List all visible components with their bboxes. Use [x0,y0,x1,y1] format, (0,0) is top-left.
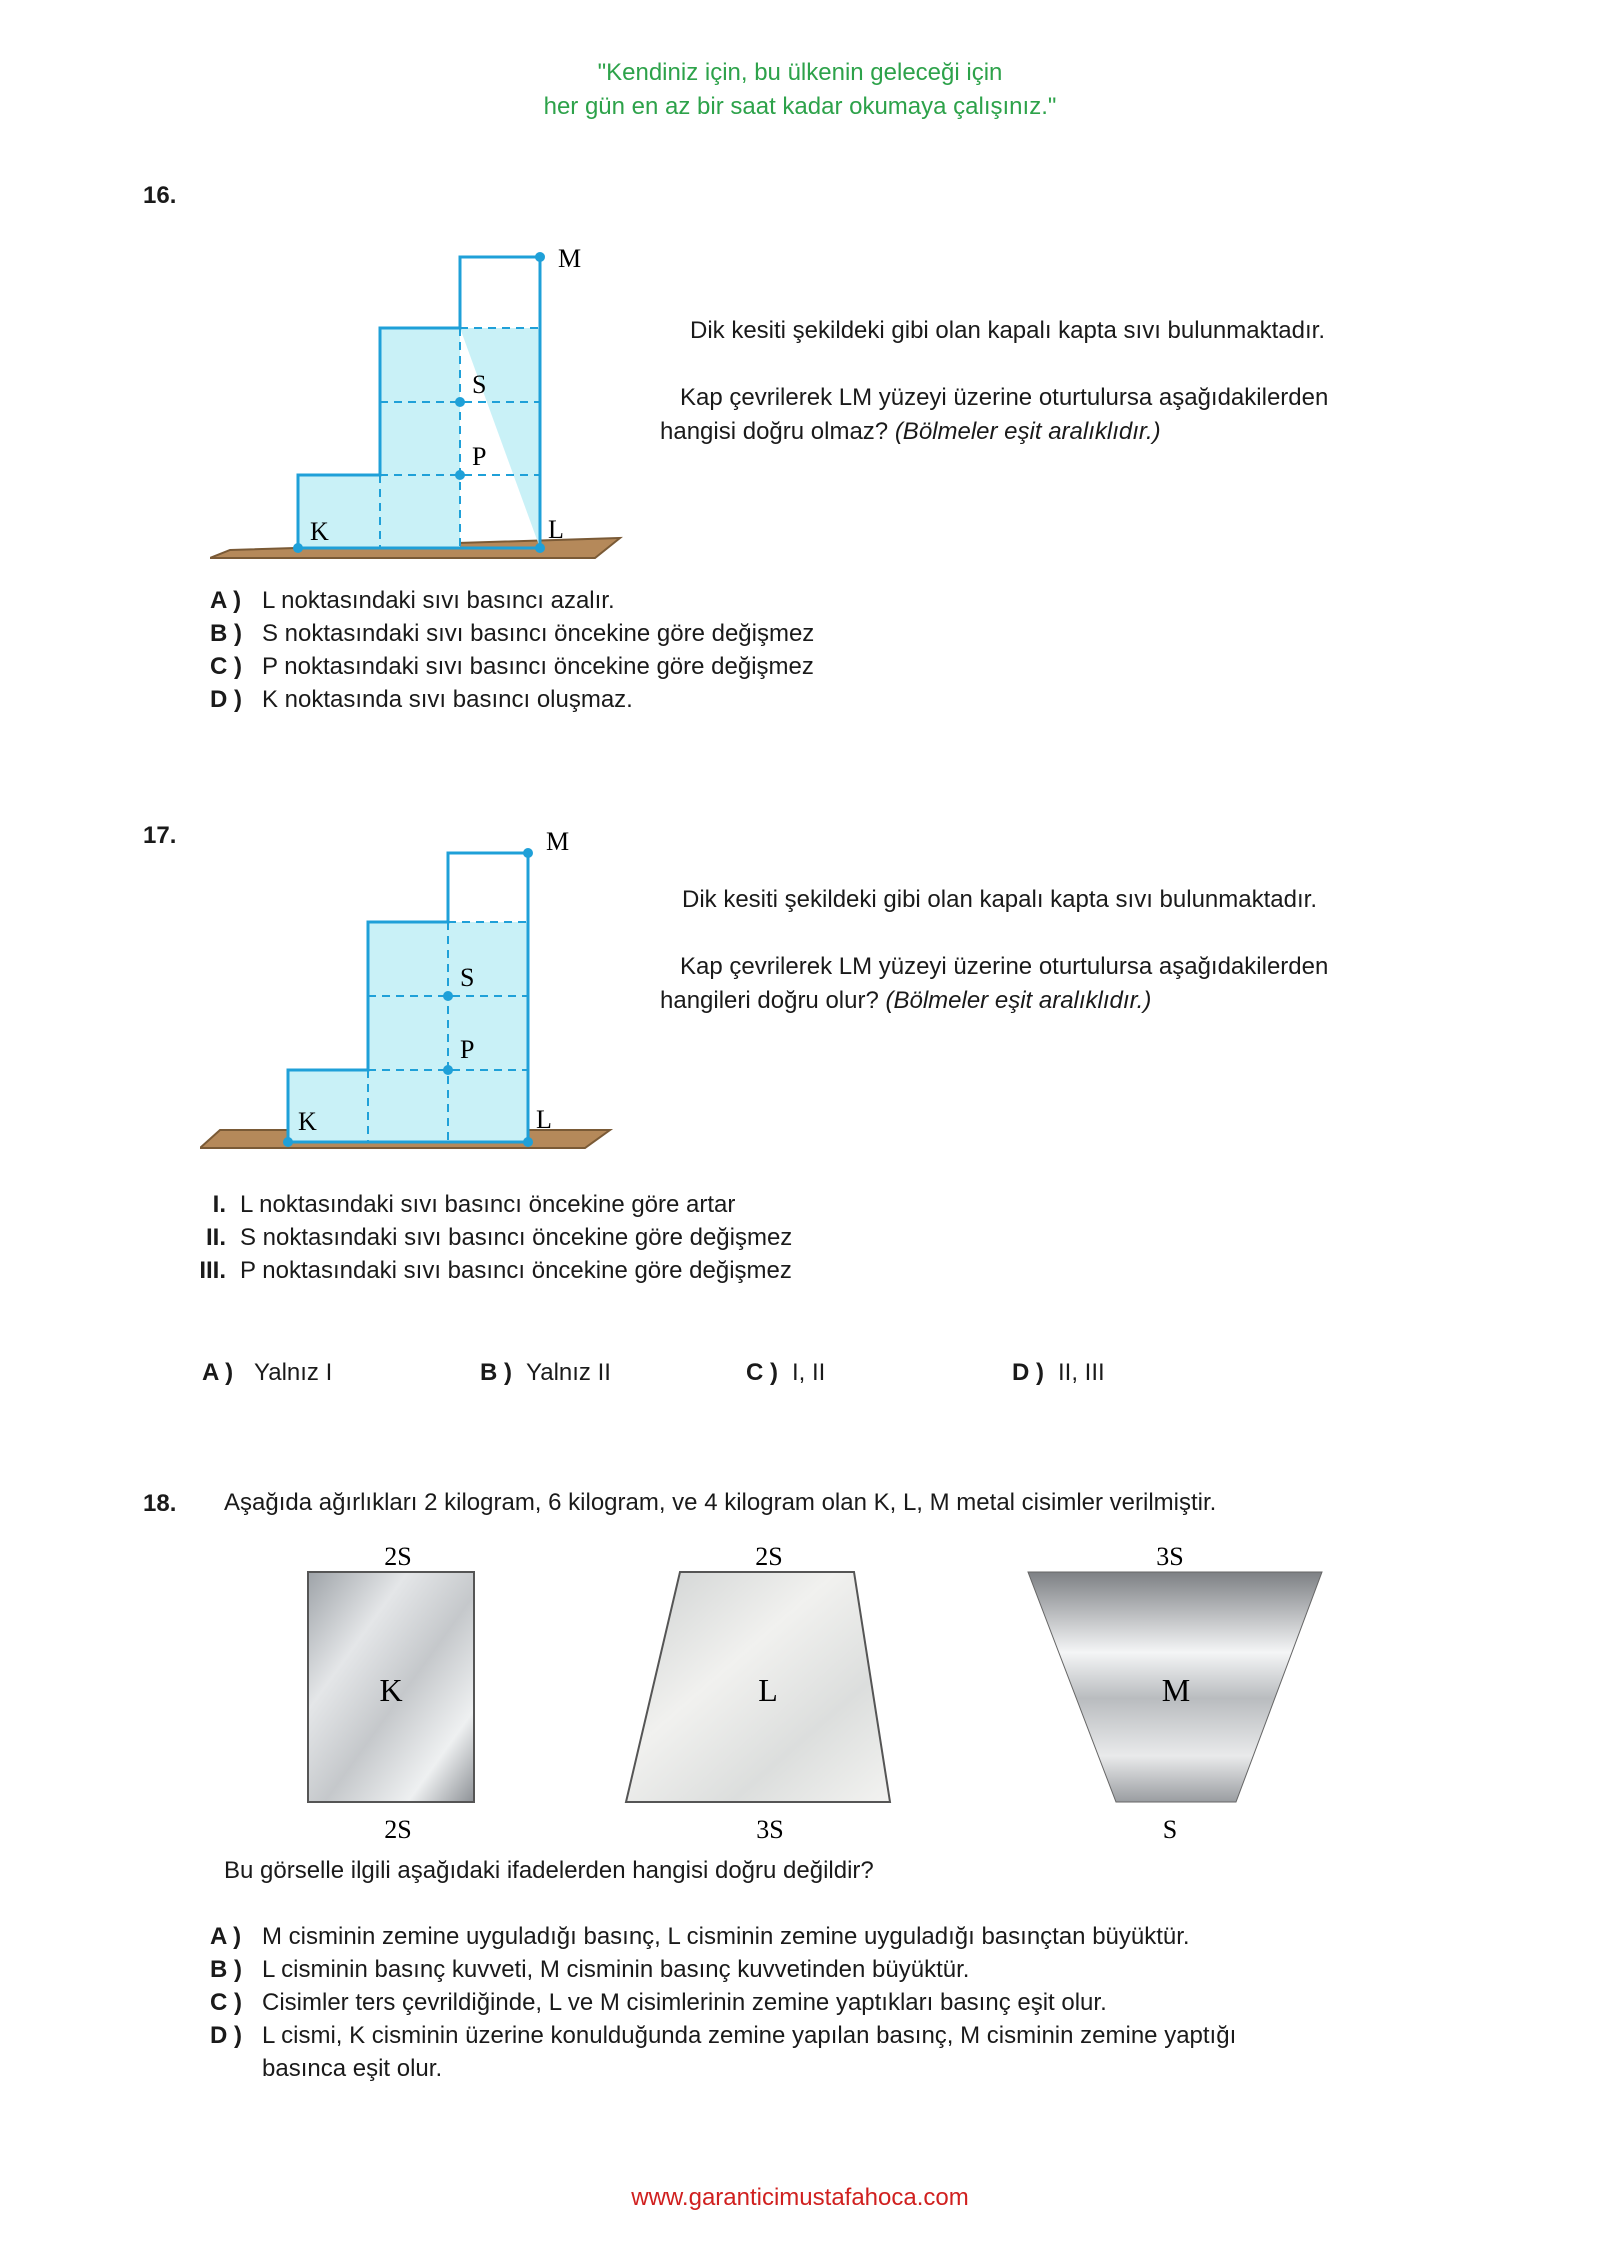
point-p [455,470,465,480]
question-16-number: 16. [143,182,177,209]
point-s [455,397,465,407]
point-m [535,252,545,262]
q17-note: (Bölmeler eşit aralıklıdır.) [885,987,1152,1014]
q18-text: Aşağıda ağırlıkları 2 kilogram, 6 kilogram, ve 4 kilogram olan K, L, M metal cisimler verilmiştir. [224,1489,1217,1516]
object-l-name: L [758,1672,778,1708]
q16-options [210,584,814,716]
q17-statement-2: II. S noktasındaki sıvı basıncı öncekine göre değişmez [205,1224,793,1251]
q16-container-figure [210,240,630,570]
object-m-name: M [1161,1672,1191,1708]
quote-line-1: "Kendiniz için, bu ülkenin geleceği için [597,59,1003,86]
q17-statements [196,1188,792,1287]
point-m [523,848,533,858]
q17-question: hangileri doğru olur? [660,987,879,1014]
label-p: P [472,442,487,471]
q17-statement-1: I. L noktasındaki sıvı basıncı öncekine göre artar [212,1191,736,1218]
q17-option-a[interactable]: A ) Yalnız I [202,1359,333,1386]
q17-text-3 [660,984,1151,1018]
quote-line-2: her gün en az bir saat kadar okumaya çalışınız." [543,93,1057,120]
header-quote [0,56,1600,124]
q16-option-c[interactable]: C ) P noktasındaki sıvı basıncı öncekine göre değişmez [210,653,814,680]
question-18-number: 18. [143,1490,177,1517]
label-l: L [536,1105,552,1134]
footer-url[interactable]: www.garanticimustafahoca.com [631,2184,969,2211]
question-17-number: 17. [143,822,177,849]
object-k-bottom-label: 2S [384,1815,412,1844]
q16-question: hangisi doğru olmaz? [660,418,889,445]
q16-option-a[interactable]: A ) L noktasındaki sıvı basıncı azalır. [210,587,615,614]
label-l: L [548,515,564,544]
q18-option-b[interactable]: B ) L cisminin basınç kuvveti, M cisminin basınç kuvvetinden büyüktür. [210,1956,970,1983]
q18-objects-figure [290,1535,1350,1855]
empty-space [448,853,528,922]
q16-note: (Bölmeler eşit aralıklıdır.) [894,418,1161,445]
q17-container-figure [200,830,620,1160]
q18-option-d-continued: basınca eşit olur. [262,2055,443,2082]
label-p: P [460,1035,475,1064]
q17-statement-3: III. P noktasındaki sıvı basıncı öncekine göre değişmez [199,1257,792,1284]
point-k [293,543,303,553]
label-m: M [558,244,582,273]
object-k-top-label: 2S [384,1542,412,1571]
q16-option-d[interactable]: D ) K noktasında sıvı basıncı oluşmaz. [210,686,633,713]
point-l [523,1137,533,1147]
label-k: K [310,517,329,546]
q18-option-a[interactable]: A ) M cisminin zemine uyguladığı basınç, L cisminin zemine uyguladığı basınçtan büyüktür. [210,1923,1190,1950]
q16-option-b[interactable]: B ) S noktasındaki sıvı basıncı öncekine göre değişmez [210,620,815,647]
q18-options [210,1920,1236,2085]
object-l-top-label: 2S [755,1542,783,1571]
label-k: K [298,1107,317,1136]
q17-option-d[interactable]: D ) II, III [1012,1359,1105,1386]
q18-question: Bu görselle ilgili aşağıdaki ifadelerden hangisi doğru değildir? [224,1857,874,1884]
point-s [443,991,453,1001]
object-l-bottom-label: 3S [756,1815,784,1844]
q16-text-2: Kap çevrilerek LM yüzeyi üzerine oturtulursa aşağıdakilerden [680,384,1329,411]
q18-option-c[interactable]: C ) Cisimler ters çevrildiğinde, L ve M cisimlerinin zemine yaptıkları basınç eşit olur. [210,1989,1107,2016]
q17-text-1: Dik kesiti şekildeki gibi olan kapalı kapta sıvı bulunmaktadır. [682,886,1317,913]
q17-text-2: Kap çevrilerek LM yüzeyi üzerine oturtulursa aşağıdakilerden [680,953,1329,980]
point-k [283,1137,293,1147]
label-m: M [546,830,570,856]
label-s: S [472,370,487,399]
q16-text-1: Dik kesiti şekildeki gibi olan kapalı kapta sıvı bulunmaktadır. [690,317,1325,344]
point-p [443,1065,453,1075]
object-m-top-label: 3S [1156,1542,1184,1571]
q17-option-b[interactable]: B ) Yalnız II [480,1359,611,1386]
q16-text-3 [660,415,1161,449]
object-k-name: K [379,1672,403,1708]
q17-option-c[interactable]: C ) I, II [746,1359,826,1386]
q18-option-d[interactable]: D ) L cismi, K cisminin üzerine konulduğunda zemine yapılan basınç, M cisminin zemine yaptığı [210,2022,1237,2049]
object-m-bottom-label: S [1162,1815,1178,1844]
label-s: S [460,963,475,992]
point-l [535,543,545,553]
